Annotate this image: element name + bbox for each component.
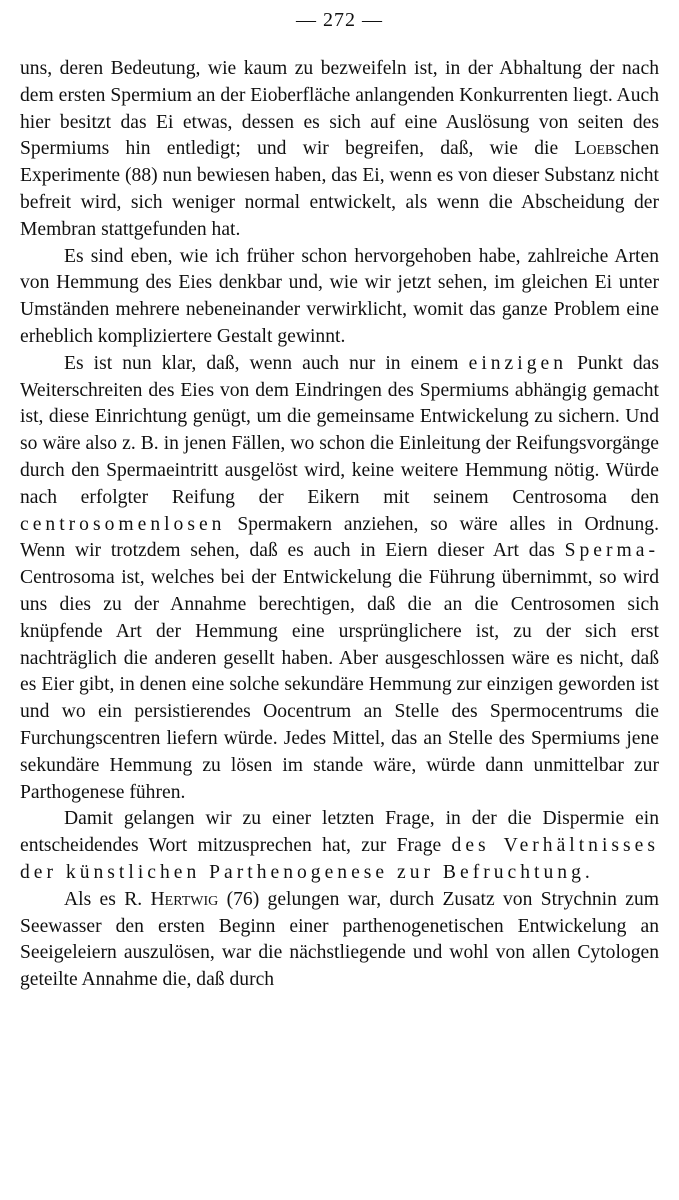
paragraph-text: Als es R. (64, 888, 151, 910)
page-number: — 272 — (296, 9, 383, 31)
author-name-loeb: Loeb (574, 138, 615, 160)
paragraph-text: uns, deren Bedeutung, wie kaum zu bezweifeln ist, in der Abhaltung der nach dem ersten Spermium an der Eioberfläche anlangenden Konkurrenten liegt. Auch hier besitzt das Ei etwas, dessen es sich auf eine Auslösung von seiten des Spermiums hin entledigt; und wir begreifen, daß, wie die (20, 58, 659, 160)
emphasis-parthenogenese: des Verhältnisses der künstlichen Parthenogenese zur Befruchtung (20, 835, 659, 883)
emphasis-einzigen: einzigen (468, 352, 567, 374)
paragraph-text: Centrosoma ist, welches bei der Entwickelung die Führung übernimmt, so wird uns dies zu der Annahme berechtigen, daß die an die Centrosomen sich knüpfende Art der Hemmung eine ursprünglichere ist, zu der sich erst nachträglich die anderen gesellt haben. Aber ausgeschlossen wäre es nicht, daß es Eier gibt, in denen eine solche sekundäre Hemmung zur einzigen geworden ist und wo ein persistierendes Oocentrum an Stelle des Spermocentrums die Furchungscentren liefern würde. Jedes Mittel, das an Stelle des Spermiums jene sekundäre Hemmung zu lösen im stande wäre, würde dann unmittelbar zur Parthogenese führen. (20, 567, 659, 803)
emphasis-sperma: Sperma- (564, 540, 659, 562)
paragraph-text: (76) gelungen war, durch Zusatz von Strychnin zum Seewasser den ersten Beginn einer parthenogenetischen Entwickelung an Seeigeleiern auszulösen, war die nächstliegende und wohl von allen Cytologen geteilte Annahme die, daß durch (20, 888, 659, 991)
paragraph-centrosoma (20, 351, 659, 807)
paragraph-text: Punkt das Weiterschreiten des Eies von dem Eindringen des Spermiums abhängig gemacht ist, diese Einrichtung genügt, um die gemeinsame Entwickelung zu sichern. Und so wäre also z. B. in jenen Fällen, wo schon die Einleitung der Reifungsvorgänge durch den Spermaeintritt ausgelöst wird, keine weitere Hemmung nötig. Würde nach erfolgter Reifung der Eikern mit seinem Centrosoma den (20, 352, 659, 508)
paragraph-hertwig (20, 887, 659, 994)
author-name-hertwig: Hertwig (150, 888, 219, 910)
paragraph-hemmung: Es sind eben, wie ich früher schon hervorgehoben habe, zahlreiche Arten von Hemmung des Eies denkbar und, wie wir jetzt sehen, im gleichen Ei unter Umständen mehrere nebeneinander verwirklicht, womit das ganze Problem eine erheblich kompliziertere Gestalt gewinnt. (20, 245, 659, 347)
paragraph-letzte-frage (20, 806, 659, 886)
emphasis-centrosomenlosen: centrosomenlosen (20, 513, 226, 535)
paragraph-text: schen Experimente (88) nun bewiesen haben, das Ei, wenn es von dieser Substanz nicht befreit wird, sich weniger normal entwickelt, als wenn die Abscheidung der Membran stattgefunden hat. (20, 138, 659, 240)
paragraph-text: Es ist nun klar, daß, wenn auch nur in einem (64, 352, 469, 374)
paragraph-continuation (20, 56, 659, 244)
paragraph-text: Damit gelangen wir zu einer letzten Frage, in der die Dispermie ein entscheidendes Wort mitzusprechen hat, zur Frage (20, 808, 659, 857)
paragraph-text: Spermakern anziehen, so wäre alles in Ordnung. Wenn wir trotzdem sehen, daß es auch in Eiern dieser Art das (20, 513, 659, 562)
paragraph-text: . (584, 861, 590, 883)
